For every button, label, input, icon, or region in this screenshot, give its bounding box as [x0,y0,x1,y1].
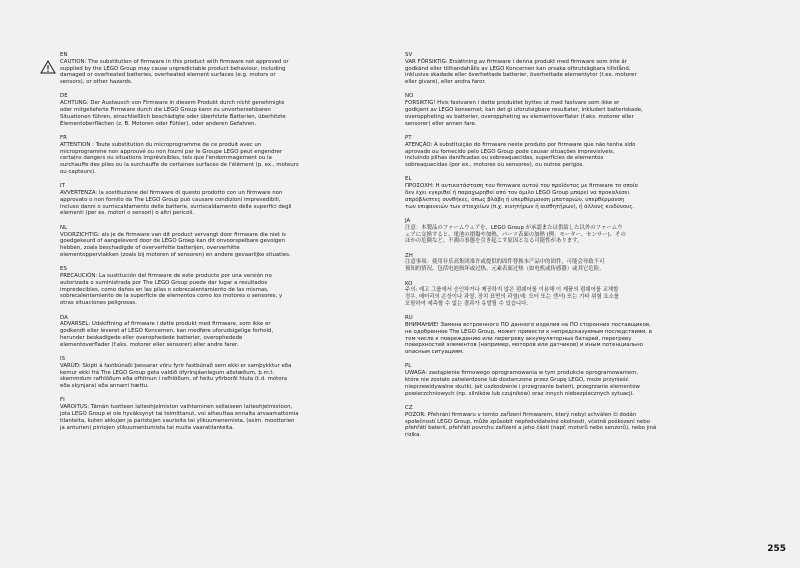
language-code: NO [405,93,414,100]
warning-text: VARÚÐ: Skipti á fastbúnaði þessarar vöru fyrir fastbúnað sem ekki er samþykktur eða kemur ekki frá The LEGO Group geta valdið ófyrirsjáanlegum aðstæðum, þ.m.t. skemmdum rafhlöðum eða ofhitnun í rafhlöðum, of heitu yfirborði hluta (t.d. mótora eða skynjara) eða annarri hættu. [60,362,292,390]
warning-text: 注意事项：使用非乐高集团准许或提供的固件替换本产品中的固件，可能会导致不可 预知的情况，包括电池损坏或过热、元素表面过热（如电机或传感器）或其它危险。 [405,259,605,273]
warning-section-ja [405,218,745,245]
warning-text: VAR FÖRSIKTIG: Ersättning av firmware i denna produkt med firmware som inte är godkänd eller tillhandahålls av LEGO Koncernen kan orsaka oförutsägbara tillstånd, inklusive skadade eller överhettade batterier, överhettade elementytor (t.ex. motorer eller givare), eller andra faror. [405,58,637,86]
language-code: DE [60,93,68,100]
warning-section-zh [405,253,745,273]
language-code: PT [405,134,412,141]
language-code: IT [60,183,65,190]
language-code: KO [405,280,413,287]
warning-section-cz [405,405,745,439]
warning-text: ADVARSEL: Udskiftning af firmware i dette produkt med firmware, som ikke er godkendt eller leveret af LEGO Koncernen, kan medføre uforudsigelige forhold, herunder beskadigede eller overophedede batterier, overophedede elementoverflader (f.eks. motorer eller sensorer) eller andre farer. [60,321,274,348]
warning-section-es [60,266,400,307]
warning-section-fr [60,135,400,176]
language-code: FI [60,397,65,404]
warning-section-pl [405,363,745,397]
warning-text: 주의: 레고 그룹에서 승인하거나 제공하지 않은 펌웨어를 이용해 이 제품의 펌웨어를 교체할 경우, 배터리의 손상이나 과열, 장치 표면의 과열(예: 모터 또는 센서) 또는 기타 위험 요소를 포함하여 예측할 수 없는 결과가 유발될 수 있습니다. [405,287,619,307]
warning-section-sv [405,52,745,86]
page-number: 255 [767,544,786,554]
warning-section-da [60,315,400,349]
warning-text: AVVERTENZA: la sostituzione del firmware di questo prodotto con un firmware non approvato o non fornito da The LEGO Group può causare condizioni imprevedibili, incluso danni o surriscaldamento delle batterie, surriscaldamento delle superfici degli elementi (per es. motori o sensori) o altri pericoli. [60,190,292,217]
warning-text: ΠΡΟΣΟΧΗ: Η αντικατάσταση του firmware αυτού του προϊόντος με firmware το οποίο δεν έχει εγκριθεί ή παραχωρηθεί από τον όμιλο LEGO Group μπορεί να προκαλέσει απρόβλεπτες συνθήκες, όπως βλάβη ή υπερθέρμανση μπαταριών, υπερθέρμανση των επιφανειών των στοιχείων (π.χ. κινητήρων ή αισθητήρων), ή άλλους κινδύνους. [405,183,638,210]
warning-section-en [60,52,400,86]
language-code: FR [60,134,67,141]
language-code: EL [405,176,412,183]
warning-section-ko [405,281,745,308]
warning-text: ACHTUNG: Der Austausch von Firmware in diesem Produkt durch nicht genehmigte oder mitgelieferte Firmware durch die LEGO Group kann zu unvorhersehbaren Situationen führen, einschließlich beschädigte oder überhitzte Batterien, überhitzte Elementoberflächen (z. B. Motoren oder Fühler), oder anderen Gefahren. [60,100,286,127]
warning-section-it [60,183,400,217]
warning-section-pt [405,135,745,169]
warning-triangle-icon [40,60,56,74]
language-code: DA [60,314,68,321]
warning-text: ATTENTION : Toute substitution du microprogramme de ce produit avec un microprogramme non approuvé ou non fourni par le Groupe LEGO peut engendrer certains dangers ou situations imprévisibles, tels que l'endommagement ou la surchauffe des piles ou la surchauffe de certaines surfaces de l'élément (p. ex., moteurs ou capteurs). [60,141,299,175]
left-column [60,52,400,439]
language-code: SV [405,52,413,58]
warning-text: VAROITUS: Tämän tuotteen laiteohjelmiston vaihtaminen sellaiseen laiteohjelmistoon, jota LEGO Group ei ole hyväksynyt tai toimittanut, voi aiheuttaa ennalta arvaamattomia tilanteita, kuten akkujen ja paristojen vaurioita tai ylikuumenemista, (esim. moottorien ja anturien) pintojen ylikuumentumista tai muita vaaratilanteita. [60,404,299,431]
warning-section-el [405,176,745,210]
warning-section-ru [405,315,745,356]
warning-section-fi [60,397,400,431]
warning-section-de [60,93,400,127]
warning-text: 注意：本製品のファームウェアを、LEGO Group が承認または供給した以外のファームウ ェアに交換すると、電池の損傷や加熱、パーツ表面の加熱 (例：モーター、センサー)、その ほかの危険など、不測の事態を引き起こす原因となる可能性があります。 [405,224,626,245]
language-code: ES [60,266,67,273]
warning-text: POZOR: Přehrání firmwaru v tomto zařízení firmwarem, který nebyl schválen či dodán společností LEGO Group, může způsobit nepředvídatelné okolnosti, včetně poškození nebo přehřátí baterií, přehřátí povrchu zařízení a jeho částí (např. motorů nebo senzorů), nebo jiná rizika. [405,411,657,439]
warning-text: CAUTION: The substitution of firmware in this product with firmware not approved or supplied by the LEGO Group may cause unpredictable product behaviour, including damaged or overheated batteries, overheated element surfaces (e.g. motors or sensors), or other hazards. [60,58,289,86]
warning-text: ВНИМАНИЕ! Замена встроенного ПО данного изделия на ПО сторонних поставщиков, не одобренное The LEGO Group, может привести к непредсказуемым последствиям, в том числе к повреждению или перегреву аккумуляторных батарей, перегреву поверхностей элементов (например, моторов или датчиков) и иным потенциально опасным ситуациям. [405,322,652,356]
language-code: CZ [405,404,413,411]
language-code: EN [60,52,68,58]
warning-section-no [405,93,745,127]
warning-text: FORSIKTIG! Hvis fastvaren i dette produktet byttes ut med fastvare som ikke er godkjent av LEGO konsernet, kan det gi uforutsigbare resultater, inkludert batteriskade, overoppheting av batterier, overoppheting av elementoverflater (f.eks. motorer eller sensorer) eller annen fare. [405,100,643,127]
language-code: NL [60,224,68,231]
language-code: ZH [405,252,413,259]
warning-text: VOORZICHTIG: als je de firmware van dit product vervangt door firmware die niet is goedgekeurd of aangeleverd door de LEGO Groep kan dit onvoorspelbare gevolgen hebben, zoals beschadigde of oververhitte batterijen, oververhitte elementoppervlakken (zoals bij motoren of sensoren) en andere gevaarlijke situaties. [60,231,291,258]
warning-section-nl [60,225,400,259]
warning-text: ATENÇÃO: A substituição do firmware neste produto por firmware que não tenha sido aprovado ou fornecido pelo LEGO Group pode causar situações imprevisíveis, incluindo pilhas danificadas ou sobreaquecidas, superfícies de elementos sobreaquecidas (por ex., motores ou sensores), ou outros perigos. [405,141,636,169]
language-code: IS [60,355,66,362]
warning-text: UWAGA: zastąpienie firmowego oprogramowania w tym produkcie oprogramowaniem, które nie zostało zatwierdzone lub dostarczone przez Grupę LEGO, może przynieść nieprzewidywalne skutki, jak uszkodzenie i przegrzanie baterii, przegrzanie elementów powierzchniowych (np. silników lub czujników) oraz innych niebezpiecznych sytuacji. [405,370,640,397]
language-code: PL [405,363,412,370]
language-code: JA [405,217,411,224]
right-column [405,52,745,446]
warning-text: PRECAUCIÓN: La sustitución del firmware de este producto por una versión no autorizada o suministrada por The LEGO Group puede dar lugar a resultados impredecibles, como daños en las pilas o sobrecalentamiento de las mismas, sobrecalentamiento de la superficie de elementos como los motores o sensores, y otras situaciones peligrosas. [60,273,283,307]
warning-section-is [60,356,400,390]
language-code: RU [405,315,413,322]
